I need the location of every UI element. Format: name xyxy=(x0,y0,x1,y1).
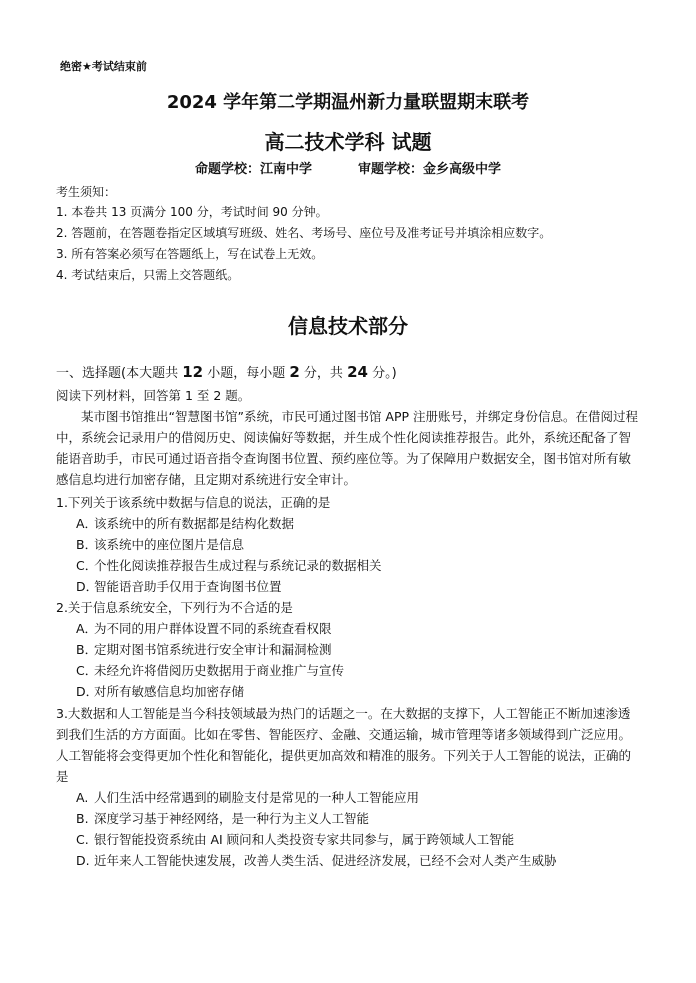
question-1-option-d: D．智能语音助手仅用于查询图书位置 xyxy=(76,579,282,594)
question-1-option-b: B．该系统中的座位图片是信息 xyxy=(76,537,245,552)
points-total: 24 xyxy=(347,363,368,381)
confidential-mark: 绝密★考试结束前 xyxy=(60,60,147,73)
choice-prefix: 一、选择题( xyxy=(56,366,127,381)
choice-text: 分，共 xyxy=(299,366,348,381)
exam-subtitle: 高二技术学科 试题 xyxy=(264,130,432,154)
reviewer-school: 审题学校：金乡高级中学 xyxy=(358,162,502,177)
question-1-stem: 1.下列关于该系统中数据与信息的说法，正确的是 xyxy=(56,495,331,510)
question-2-option-c: C．未经允许将借阅历史数据用于商业推广与宣传 xyxy=(76,663,345,678)
question-2-option-a: A．为不同的用户群体设置不同的系统查看权限 xyxy=(76,621,332,636)
question-2-option-d: D．对所有敏感信息均加密存储 xyxy=(76,684,245,699)
school-info xyxy=(0,158,696,177)
exam-title: 2024 学年第二学期温州新力量联盟期末联考 xyxy=(166,92,530,113)
question-count: 12 xyxy=(182,363,204,381)
question-3-stem: 3.大数据和人工智能是当今科技领域最为热门的话题之一。在大数据的支撑下，人工智能正不断加速渗透到我们生活的方方面面。比如在零售、智能医疗、金融、交通运输，城市管理等诸多领域得到广泛应用。人工智能将会变得更加个性化和智能化，提供更加高效和精准的服务。下列关于人工智能的说法，正确的是 xyxy=(56,706,632,784)
question-3-option-b: B. 深度学习基于神经网络，是一种行为主义人工智能 xyxy=(76,811,370,826)
question-3-option-d: D. 近年来人工智能快速发展，改善人类生活、促进经济发展，已经不会对人类产生威胁 xyxy=(76,853,557,868)
question-1-option-c: C．个性化阅读推荐报告生成过程与系统记录的数据相关 xyxy=(76,558,382,573)
points-each: 2 xyxy=(289,363,300,381)
choice-text: 分。) xyxy=(367,366,397,381)
question-2-option-b: B．定期对图书馆系统进行安全审计和漏洞检测 xyxy=(76,642,332,657)
question-3-option-a: A. 人们生活中经常遇到的刷脸支付是常见的一种人工智能应用 xyxy=(76,790,420,805)
question-2-stem: 2.关于信息系统安全，下列行为不合适的是 xyxy=(56,600,293,615)
question-3-option-c: C. 银行智能投资系统由 AI 顾问和人类投资专家共同参与，属于跨领域人工智能 xyxy=(76,832,515,847)
notice-item: 3. 所有答案必须写在答题纸上，写在试卷上无效。 xyxy=(56,247,324,261)
notice-item: 4. 考试结束后，只需上交答题纸。 xyxy=(56,268,240,282)
material-text: 某市图书馆推出“智慧图书馆”系统，市民可通过图书馆 APP 注册账号，并绑定身份信息。在借阅过程中，系统会记录用户的借阅历史、阅读偏好等数据，并生成个性化阅读推荐报告。此外，系统还配备了智能语音助手，市民可通过语音指令查询图书位置、预约座位等。为了保障用户数据安全，图书馆对所有敏感信息均进行加密存储，且定期对系统进行安全审计。 xyxy=(56,409,639,487)
notice-item: 1. 本卷共 13 页满分 100 分，考试时间 90 分钟。 xyxy=(56,205,328,219)
material-lead: 阅读下列材料，回答第 1 至 2 题。 xyxy=(56,388,251,403)
notice-title: 考生须知： xyxy=(56,185,117,199)
setter-school: 命题学校：江南中学 xyxy=(194,162,312,177)
question-1-option-a: A．该系统中的所有数据都是结构化数据 xyxy=(76,516,295,531)
choice-text: 小题，每小题 xyxy=(203,366,290,381)
notice-item: 2. 答题前，在答题卷指定区域填写班级、姓名、考场号、座位号及准考证号并填涂相应数字。 xyxy=(56,226,552,240)
section-title: 信息技术部分 xyxy=(288,314,408,338)
choice-section-header xyxy=(56,362,397,381)
choice-text: 本大题共 xyxy=(126,366,183,381)
